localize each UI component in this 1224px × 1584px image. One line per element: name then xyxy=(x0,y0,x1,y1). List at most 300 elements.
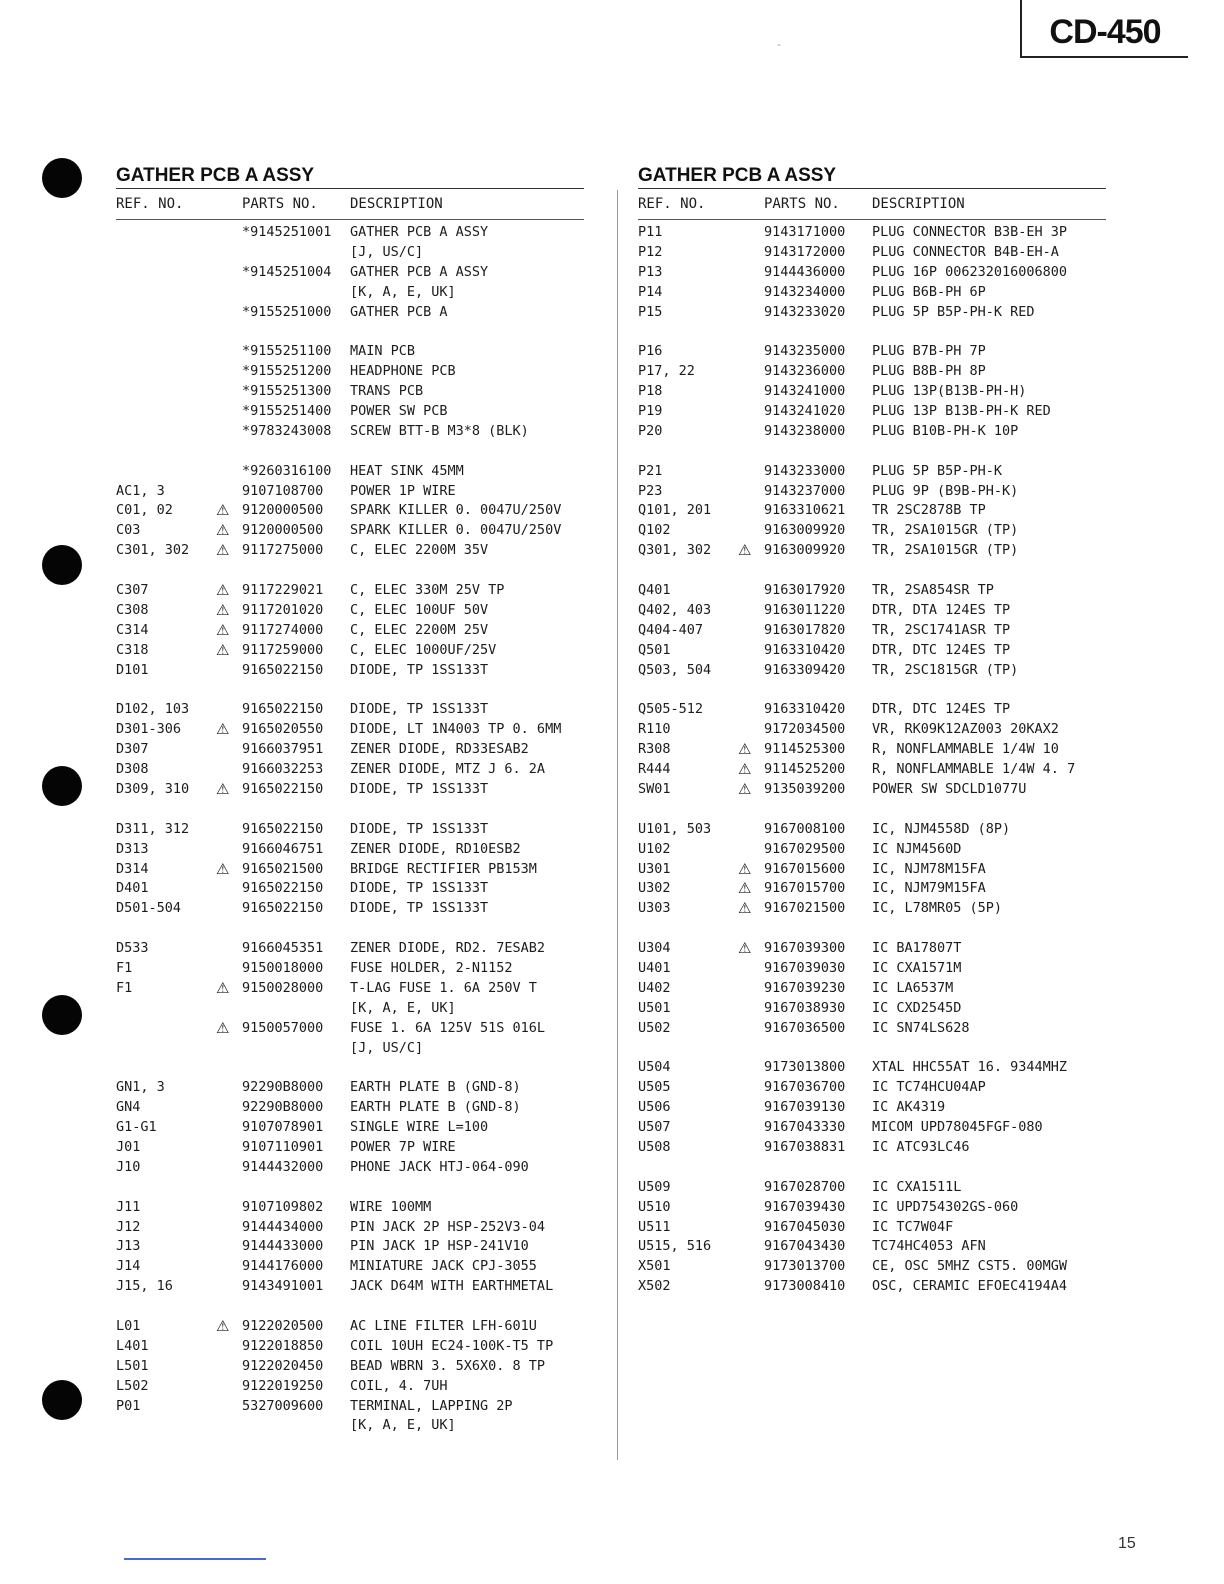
table-row xyxy=(638,362,1106,382)
ref-cell: L01 xyxy=(116,1317,141,1334)
ref-cell: D311, 312 xyxy=(116,820,190,837)
ref-cell: U402 xyxy=(638,979,671,996)
part-number-cell: 9167038930 xyxy=(764,999,846,1016)
description-cell: DIODE, TP 1SS133T xyxy=(350,900,489,917)
ref-cell: P15 xyxy=(638,303,663,320)
table-row xyxy=(638,1098,1106,1118)
description-cell: DTR, DTC 124ES TP xyxy=(872,641,1011,658)
table-row xyxy=(638,800,1106,820)
part-number-cell: 9163011220 xyxy=(764,601,846,618)
part-number-cell: 9107109802 xyxy=(242,1198,324,1215)
table-row xyxy=(116,1019,584,1039)
part-number-cell: 9143233000 xyxy=(764,462,846,479)
footer-rule xyxy=(124,1558,266,1560)
ref-cell: AC1, 3 xyxy=(116,482,165,499)
table-row xyxy=(638,1257,1106,1277)
table-row xyxy=(116,561,584,581)
table-row xyxy=(116,740,584,760)
part-number-cell: 9144433000 xyxy=(242,1238,324,1255)
header-parts-no: PARTS NO. xyxy=(764,196,840,212)
part-number-cell: 9143238000 xyxy=(764,422,846,439)
description-cell: PIN JACK 1P HSP-241V10 xyxy=(350,1238,529,1255)
ref-cell: X502 xyxy=(638,1278,671,1295)
ref-cell: J15, 16 xyxy=(116,1278,173,1295)
ref-cell: U401 xyxy=(638,959,671,976)
description-cell: MICOM UPD78045FGF-080 xyxy=(872,1119,1043,1136)
table-row xyxy=(116,442,584,462)
table-row xyxy=(638,879,1106,899)
table-row xyxy=(638,521,1106,541)
table-row xyxy=(638,820,1106,840)
description-cell: SPARK KILLER 0. 0047U/250V xyxy=(350,522,562,539)
table-row xyxy=(638,780,1106,800)
description-cell: OSC, CERAMIC EFOEC4194A4 xyxy=(872,1278,1068,1295)
safety-warning-icon: ⚠ xyxy=(216,978,230,997)
table-row xyxy=(116,402,584,422)
table-row xyxy=(638,541,1106,561)
ref-cell: P18 xyxy=(638,383,663,400)
description-cell: IC CXA1571M xyxy=(872,959,962,976)
description-cell: PLUG 5P B5P-PH-K xyxy=(872,462,1003,479)
part-number-cell: 9167015700 xyxy=(764,880,846,897)
description-cell: SINGLE WIRE L=100 xyxy=(350,1119,489,1136)
ref-cell: G1-G1 xyxy=(116,1119,157,1136)
table-row xyxy=(638,303,1106,323)
description-cell: SCREW BTT-B M3*8 (BLK) xyxy=(350,422,529,439)
description-cell: IC BA17807T xyxy=(872,940,962,957)
table-row xyxy=(638,959,1106,979)
description-cell: IC UPD754302GS-060 xyxy=(872,1198,1019,1215)
table-row xyxy=(638,641,1106,661)
ref-cell: C308 xyxy=(116,601,149,618)
ref-cell: U102 xyxy=(638,840,671,857)
table-row xyxy=(116,1158,584,1178)
description-cell: C, ELEC 1000UF/25V xyxy=(350,641,497,658)
part-number-cell: 9143235000 xyxy=(764,343,846,360)
ref-cell: P21 xyxy=(638,462,663,479)
description-cell: DIODE, TP 1SS133T xyxy=(350,820,489,837)
parts-table-left xyxy=(116,164,584,1436)
description-cell: PLUG B8B-PH 8P xyxy=(872,363,986,380)
table-header xyxy=(638,189,1106,220)
part-number-cell: 9114525200 xyxy=(764,761,846,778)
description-cell: PLUG 13P(B13B-PH-H) xyxy=(872,383,1027,400)
part-number-cell: 9167036700 xyxy=(764,1079,846,1096)
table-row xyxy=(116,462,584,482)
description-cell: ZENER DIODE, RD33ESAB2 xyxy=(350,741,529,758)
description-cell: IC TC7W04F xyxy=(872,1218,954,1235)
table-row xyxy=(116,800,584,820)
ref-cell: Q102 xyxy=(638,522,671,539)
table-row xyxy=(116,1058,584,1078)
ref-cell: D533 xyxy=(116,940,149,957)
part-number-cell: 9167043330 xyxy=(764,1119,846,1136)
table-row xyxy=(116,979,584,999)
ref-cell: L501 xyxy=(116,1357,149,1374)
ref-cell: P19 xyxy=(638,403,663,420)
description-cell: PLUG 16P 006232016006800 xyxy=(872,263,1068,280)
part-number-cell: 9143237000 xyxy=(764,482,846,499)
description-cell: [K, A, E, UK] xyxy=(350,999,456,1016)
safety-warning-icon: ⚠ xyxy=(738,859,752,878)
part-number-cell: 9143241020 xyxy=(764,403,846,420)
part-number-cell: 9120000500 xyxy=(242,502,324,519)
ref-cell: R110 xyxy=(638,721,671,738)
safety-warning-icon: ⚠ xyxy=(738,899,752,918)
table-row xyxy=(116,422,584,442)
part-number-cell: 9117229021 xyxy=(242,582,324,599)
part-number-cell: 9173013800 xyxy=(764,1059,846,1076)
part-number-cell: 9173008410 xyxy=(764,1278,846,1295)
safety-warning-icon: ⚠ xyxy=(738,779,752,798)
table-row xyxy=(116,601,584,621)
description-cell: EARTH PLATE B (GND-8) xyxy=(350,1079,521,1096)
ref-cell: X501 xyxy=(638,1258,671,1275)
part-number-cell: 9120000500 xyxy=(242,522,324,539)
table-row xyxy=(638,243,1106,263)
table-row xyxy=(638,1019,1106,1039)
part-number-cell: 9122019250 xyxy=(242,1377,324,1394)
table-row xyxy=(116,899,584,919)
table-row xyxy=(116,362,584,382)
table-row xyxy=(116,919,584,939)
table-row xyxy=(116,1098,584,1118)
part-number-cell: 9107078901 xyxy=(242,1119,324,1136)
description-cell: ZENER DIODE, MTZ J 6. 2A xyxy=(350,761,546,778)
table-row xyxy=(638,402,1106,422)
binder-hole xyxy=(42,158,82,198)
part-number-cell: *9155251000 xyxy=(242,303,332,320)
ref-cell: P14 xyxy=(638,283,663,300)
ref-cell: L401 xyxy=(116,1337,149,1354)
part-number-cell: 9122018850 xyxy=(242,1337,324,1354)
description-cell: ZENER DIODE, RD10ESB2 xyxy=(350,840,521,857)
description-cell: C, ELEC 100UF 50V xyxy=(350,601,489,618)
table-row xyxy=(116,482,584,502)
description-cell: IC CXA1511L xyxy=(872,1178,962,1195)
table-row xyxy=(116,382,584,402)
table-row xyxy=(638,720,1106,740)
ref-cell: U506 xyxy=(638,1099,671,1116)
description-cell: R, NONFLAMMABLE 1/4W 10 xyxy=(872,741,1059,758)
description-cell: PLUG 13P B13B-PH-K RED xyxy=(872,403,1051,420)
part-number-cell: 9143233020 xyxy=(764,303,846,320)
table-row xyxy=(638,760,1106,780)
description-cell: IC, NJM78M15FA xyxy=(872,860,986,877)
ref-cell: J10 xyxy=(116,1158,141,1175)
part-number-cell: *9783243008 xyxy=(242,422,332,439)
part-number-cell: 9166046751 xyxy=(242,840,324,857)
description-cell: [K, A, E, UK] xyxy=(350,283,456,300)
ref-cell: J14 xyxy=(116,1258,141,1275)
safety-warning-icon: ⚠ xyxy=(738,879,752,898)
table-row xyxy=(638,1198,1106,1218)
description-cell: DIODE, TP 1SS133T xyxy=(350,880,489,897)
ref-cell: P23 xyxy=(638,482,663,499)
ref-cell: P16 xyxy=(638,343,663,360)
description-cell: T-LAG FUSE 1. 6A 250V T xyxy=(350,979,537,996)
table-row xyxy=(116,1178,584,1198)
description-cell: PLUG 9P (B9B-PH-K) xyxy=(872,482,1019,499)
description-cell: BEAD WBRN 3. 5X6X0. 8 TP xyxy=(350,1357,546,1374)
ref-cell: D101 xyxy=(116,661,149,678)
part-number-cell: 9167038831 xyxy=(764,1138,846,1155)
table-row xyxy=(116,700,584,720)
part-number-cell: 92290B8000 xyxy=(242,1099,324,1116)
safety-warning-icon: ⚠ xyxy=(738,541,752,560)
description-cell: FUSE HOLDER, 2-N1152 xyxy=(350,959,513,976)
ref-cell: Q101, 201 xyxy=(638,502,712,519)
ref-cell: U304 xyxy=(638,940,671,957)
description-cell: DIODE, TP 1SS133T xyxy=(350,701,489,718)
ref-cell: U511 xyxy=(638,1218,671,1235)
part-number-cell: 9122020500 xyxy=(242,1317,324,1334)
ref-cell: R444 xyxy=(638,761,671,778)
table-row xyxy=(638,1118,1106,1138)
table-row xyxy=(116,760,584,780)
part-number-cell: 9143491001 xyxy=(242,1278,324,1295)
description-cell: IC, L78MR05 (5P) xyxy=(872,900,1003,917)
ref-cell: Q401 xyxy=(638,582,671,599)
description-cell: XTAL HHC55AT 16. 9344MHZ xyxy=(872,1059,1068,1076)
ref-cell: C307 xyxy=(116,582,149,599)
binder-hole xyxy=(42,1380,82,1420)
description-cell: PLUG CONNECTOR B4B-EH-A xyxy=(872,243,1059,260)
table-row xyxy=(638,442,1106,462)
description-cell: DIODE, TP 1SS133T xyxy=(350,661,489,678)
ref-cell: U502 xyxy=(638,1019,671,1036)
part-number-cell: 9163310420 xyxy=(764,701,846,718)
description-cell: POWER SW PCB xyxy=(350,403,448,420)
description-cell: POWER SW SDCLD1077U xyxy=(872,780,1027,797)
table-row xyxy=(116,1039,584,1059)
table-row xyxy=(638,342,1106,362)
description-cell: [K, A, E, UK] xyxy=(350,1417,456,1434)
description-cell: ZENER DIODE, RD2. 7ESAB2 xyxy=(350,940,546,957)
description-cell: IC TC74HCU04AP xyxy=(872,1079,986,1096)
part-number-cell: 9167039430 xyxy=(764,1198,846,1215)
ref-cell: GN1, 3 xyxy=(116,1079,165,1096)
page-number: 15 xyxy=(1118,1535,1136,1552)
header-parts-no: PARTS NO. xyxy=(242,196,318,212)
part-number-cell: 9165022150 xyxy=(242,701,324,718)
table-row xyxy=(638,1178,1106,1198)
table-row xyxy=(116,780,584,800)
description-cell: FUSE 1. 6A 125V 51S 016L xyxy=(350,1019,546,1036)
description-cell: IC, NJM4558D (8P) xyxy=(872,820,1011,837)
ref-cell: F1 xyxy=(116,959,133,976)
header-ref-no: REF. NO. xyxy=(638,196,706,212)
table-row xyxy=(638,740,1106,760)
table-row xyxy=(116,939,584,959)
description-cell: IC, NJM79M15FA xyxy=(872,880,986,897)
description-cell: C, ELEC 2200M 25V xyxy=(350,621,489,638)
ref-cell: F1 xyxy=(116,979,133,996)
part-number-cell: 9166037951 xyxy=(242,741,324,758)
part-number-cell: 9143234000 xyxy=(764,283,846,300)
ref-cell: J12 xyxy=(116,1218,141,1235)
description-cell: TR, 2SA854SR TP xyxy=(872,582,994,599)
safety-warning-icon: ⚠ xyxy=(216,541,230,560)
header-ref-no: REF. NO. xyxy=(116,196,184,212)
part-number-cell: 92290B8000 xyxy=(242,1079,324,1096)
table-row xyxy=(638,263,1106,283)
ref-cell: Q402, 403 xyxy=(638,601,712,618)
description-cell: SPARK KILLER 0. 0047U/250V xyxy=(350,502,562,519)
table-body xyxy=(116,223,584,1436)
part-number-cell: 9117274000 xyxy=(242,621,324,638)
description-cell: PLUG CONNECTOR B3B-EH 3P xyxy=(872,224,1068,240)
table-row xyxy=(638,999,1106,1019)
table-row xyxy=(638,482,1106,502)
part-number-cell: 9107110901 xyxy=(242,1138,324,1155)
section-title: GATHER PCB A ASSY xyxy=(116,164,584,189)
part-number-cell: 9117259000 xyxy=(242,641,324,658)
ref-cell: C301, 302 xyxy=(116,542,190,559)
part-number-cell: 9163009920 xyxy=(764,522,846,539)
table-row xyxy=(638,1237,1106,1257)
part-number-cell: *9155251100 xyxy=(242,343,332,360)
part-number-cell: 9167015600 xyxy=(764,860,846,877)
description-cell: R, NONFLAMMABLE 1/4W 4. 7 xyxy=(872,761,1076,778)
table-row xyxy=(116,1277,584,1297)
part-number-cell: 9150057000 xyxy=(242,1019,324,1036)
description-cell: PLUG B10B-PH-K 10P xyxy=(872,422,1019,439)
ref-cell: J13 xyxy=(116,1238,141,1255)
description-cell: GATHER PCB A xyxy=(350,303,448,320)
ref-cell: Q404-407 xyxy=(638,621,704,638)
part-number-cell: 9165021500 xyxy=(242,860,324,877)
ref-cell: C03 xyxy=(116,522,141,539)
section-title: GATHER PCB A ASSY xyxy=(638,164,1106,189)
table-row xyxy=(638,939,1106,959)
ref-cell: D313 xyxy=(116,840,149,857)
table-row xyxy=(638,700,1106,720)
part-number-cell: 9143241000 xyxy=(764,383,846,400)
table-row xyxy=(116,860,584,880)
part-number-cell: 9166032253 xyxy=(242,761,324,778)
part-number-cell: 9165022150 xyxy=(242,661,324,678)
ref-cell: L502 xyxy=(116,1377,149,1394)
table-row xyxy=(638,422,1106,442)
table-row xyxy=(116,1416,584,1436)
table-row xyxy=(116,303,584,323)
scan-mark: - xyxy=(776,40,783,51)
table-row xyxy=(116,661,584,681)
safety-warning-icon: ⚠ xyxy=(216,859,230,878)
table-row xyxy=(638,601,1106,621)
ref-cell: C318 xyxy=(116,641,149,658)
description-cell: TR, 2SC1815GR (TP) xyxy=(872,661,1019,678)
table-row xyxy=(638,1058,1106,1078)
table-row xyxy=(638,462,1106,482)
ref-cell: GN4 xyxy=(116,1099,141,1116)
description-cell: GATHER PCB A ASSY xyxy=(350,224,489,240)
ref-cell: Q501 xyxy=(638,641,671,658)
description-cell: C, ELEC 330M 25V TP xyxy=(350,582,505,599)
part-number-cell: 9165022150 xyxy=(242,880,324,897)
part-number-cell: 9163309420 xyxy=(764,661,846,678)
table-row xyxy=(116,1257,584,1277)
ref-cell: U303 xyxy=(638,900,671,917)
part-number-cell: 9143172000 xyxy=(764,243,846,260)
table-row xyxy=(638,919,1106,939)
part-number-cell: 9167028700 xyxy=(764,1178,846,1195)
binder-hole xyxy=(42,545,82,585)
part-number-cell: 9167008100 xyxy=(764,820,846,837)
ref-cell: J11 xyxy=(116,1198,141,1215)
part-number-cell: 9172034500 xyxy=(764,721,846,738)
table-row xyxy=(638,501,1106,521)
ref-cell: D308 xyxy=(116,761,149,778)
table-row xyxy=(638,621,1106,641)
ref-cell: D501-504 xyxy=(116,900,182,917)
safety-warning-icon: ⚠ xyxy=(216,501,230,520)
table-row xyxy=(116,1377,584,1397)
table-row xyxy=(638,1158,1106,1178)
table-row xyxy=(116,959,584,979)
description-cell: CE, OSC 5MHZ CST5. 00MGW xyxy=(872,1258,1068,1275)
ref-cell: D314 xyxy=(116,860,149,877)
table-row xyxy=(116,641,584,661)
part-number-cell: 9166045351 xyxy=(242,940,324,957)
description-cell: MINIATURE JACK CPJ-3055 xyxy=(350,1258,537,1275)
description-cell: [J, US/C] xyxy=(350,1039,424,1056)
table-row xyxy=(638,1039,1106,1059)
part-number-cell: *9145251004 xyxy=(242,263,332,280)
table-row xyxy=(116,501,584,521)
table-row xyxy=(116,1078,584,1098)
description-cell: [J, US/C] xyxy=(350,243,424,260)
table-row xyxy=(116,541,584,561)
model-number: CD-450 xyxy=(1020,0,1188,58)
table-row xyxy=(116,581,584,601)
ref-cell: Q503, 504 xyxy=(638,661,712,678)
ref-cell: C01, 02 xyxy=(116,502,173,519)
part-number-cell: 9165022150 xyxy=(242,780,324,797)
safety-warning-icon: ⚠ xyxy=(216,581,230,600)
header-description: DESCRIPTION xyxy=(350,196,443,212)
table-row xyxy=(116,1397,584,1417)
ref-cell: D307 xyxy=(116,741,149,758)
description-cell: TR, 2SA1015GR (TP) xyxy=(872,542,1019,559)
table-row xyxy=(638,382,1106,402)
description-cell: TERMINAL, LAPPING 2P xyxy=(350,1397,513,1414)
part-number-cell: 9107108700 xyxy=(242,482,324,499)
parts-table-right xyxy=(638,164,1106,1297)
table-row xyxy=(638,899,1106,919)
description-cell: WIRE 100MM xyxy=(350,1198,432,1215)
safety-warning-icon: ⚠ xyxy=(738,939,752,958)
safety-warning-icon: ⚠ xyxy=(216,1316,230,1335)
table-row xyxy=(116,1198,584,1218)
ref-cell: U510 xyxy=(638,1198,671,1215)
part-number-cell: 9144432000 xyxy=(242,1158,324,1175)
ref-cell: C314 xyxy=(116,621,149,638)
description-cell: DTR, DTA 124ES TP xyxy=(872,601,1011,618)
safety-warning-icon: ⚠ xyxy=(216,521,230,540)
part-number-cell: 9167039230 xyxy=(764,979,846,996)
table-row xyxy=(638,322,1106,342)
ref-cell: P20 xyxy=(638,422,663,439)
table-row xyxy=(116,840,584,860)
part-number-cell: 9117201020 xyxy=(242,601,324,618)
description-cell: IC NJM4560D xyxy=(872,840,962,857)
description-cell: GATHER PCB A ASSY xyxy=(350,263,489,280)
ref-cell: U302 xyxy=(638,880,671,897)
description-cell: BRIDGE RECTIFIER PB153M xyxy=(350,860,537,877)
ref-cell: P17, 22 xyxy=(638,363,695,380)
